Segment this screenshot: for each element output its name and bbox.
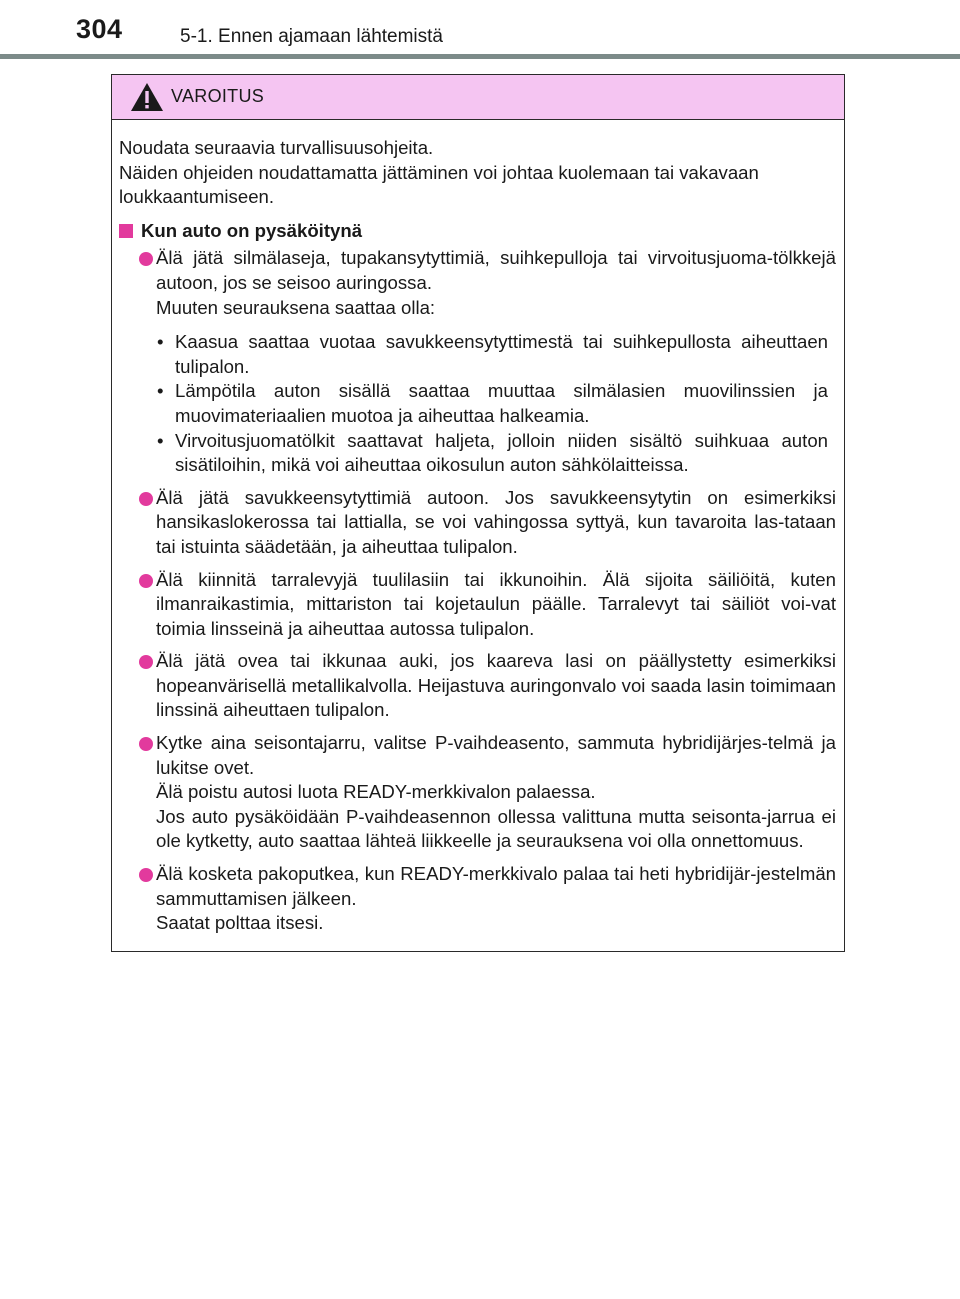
list-item	[119, 568, 836, 642]
list-item	[119, 486, 836, 560]
warning-triangle-icon	[130, 82, 164, 112]
item-text: Jos auto pysäköidään P-vaihdeasennon ollessa valittuna mutta seisonta-jarrua ei ole kytketty, auto saattaa lähteä liikkeelle ja seurauksena voi olla onnettomuus.	[156, 805, 836, 852]
sub-item-text: Lämpötila auton sisällä saattaa muuttaa silmälasien muovilinssien ja muovimateriaalien muotoa ja aiheuttaa halkeamia.	[175, 380, 828, 426]
circle-bullet-icon	[139, 655, 153, 669]
warning-title: VAROITUS	[171, 86, 265, 106]
circle-bullet-icon	[139, 252, 153, 266]
list-item	[119, 246, 836, 477]
section-heading	[119, 219, 836, 244]
sub-item-text: Virvoitusjuomatölkit saattavat haljeta, jolloin niiden sisältö suihkuaa auton sisätiloihin, mikä voi aiheuttaa oikosulun auton sähkölaitteissa.	[175, 429, 828, 476]
page-header	[0, 0, 960, 60]
circle-bullet-icon	[139, 574, 153, 588]
warning-box	[111, 74, 845, 952]
item-text: Älä poistu autosi luota READY-merkkivalon palaessa.	[156, 781, 596, 803]
section-heading-text: Kun auto on pysäköitynä	[141, 219, 363, 241]
item-text: Kytke aina seisontajarru, valitse P-vaihdeasento, sammuta hybridijärjes-telmä ja lukitse ovet.	[156, 732, 836, 778]
circle-bullet-icon	[139, 737, 153, 751]
square-bullet-icon	[119, 224, 133, 238]
header-rule	[0, 54, 960, 59]
page-number: 304	[76, 14, 123, 44]
item-text: Saatat polttaa itsesi.	[156, 912, 324, 934]
item-text: Älä jätä savukkeensytyttimiä autoon. Jos savukkeensytytin on esimerkiksi hansikaslokerossa tai lattialla, se voi vahingossa syttyä, kun tavaroita las-tataan tai istuinta säädetään, ja aiheuttaa tulipalon.	[156, 486, 836, 557]
item-text: Älä jätä silmälaseja, tupakansytyttimiä, suihkepulloja tai virvoitusjuoma-tölkkejä autoon, jos se seisoo auringossa.	[156, 247, 836, 293]
circle-bullet-icon	[139, 868, 153, 882]
sub-list-item: • Lämpötila auton sisällä saattaa muuttaa silmälasien muovilinssien ja muovimateriaalien muotoa ja aiheuttaa halkeamia.	[157, 380, 828, 426]
warning-header	[112, 75, 844, 120]
warning-intro	[119, 136, 836, 210]
item-text: Älä kiinnitä tarralevyjä tuulilasiin tai ikkunoihin. Älä sijoita säiliöitä, kuten ilmanraikastimia, mittariston tai kojetaulun päälle. Tarralevyt tai säiliöt voi-vat toimia linsseinä ja aiheuttaa autossa tulipalon.	[156, 568, 836, 639]
sub-item-text: Kaasua saattaa vuotaa savukkeensytyttimestä tai suihkepullosta aiheuttaen tulipalon.	[175, 331, 828, 377]
list-item	[119, 649, 836, 723]
circle-bullet-icon	[139, 492, 153, 506]
item-text: Älä kosketa pakoputkea, kun READY-merkkivalo palaa tai heti hybridijär-jestelmän sammuttamisen jälkeen.	[156, 863, 836, 909]
item-text: Muuten seurauksena saattaa olla:	[156, 296, 436, 318]
warning-body	[112, 120, 844, 936]
intro-line: Noudata seuraavia turvallisuusohjeita.	[119, 137, 434, 158]
list-item	[119, 731, 836, 854]
section-title: 5-1. Ennen ajamaan lähtemistä	[180, 26, 443, 47]
list-item	[119, 862, 836, 936]
intro-line: Näiden ohjeiden noudattamatta jättäminen voi johtaa kuolemaan tai vakavaan loukkaantumiseen.	[119, 161, 759, 208]
sub-list-item: • Kaasua saattaa vuotaa savukkeensytyttimestä tai suihkepullosta aiheuttaen tulipalon.	[157, 331, 828, 377]
sub-list	[156, 330, 828, 478]
sub-list-item: • Virvoitusjuomatölkit saattavat haljeta, jolloin niiden sisältö suihkuaa auton sisätiloihin, mikä voi aiheuttaa oikosulun auton sähkölaitteissa.	[157, 429, 828, 476]
item-text: Älä jätä ovea tai ikkunaa auki, jos kaareva lasi on päällystetty esimerkiksi hopeanvärisellä metallikalvolla. Heijastuva auringonvalo voi saada lasin toimimaan linssinä aiheuttaen tulipalon.	[156, 650, 836, 721]
